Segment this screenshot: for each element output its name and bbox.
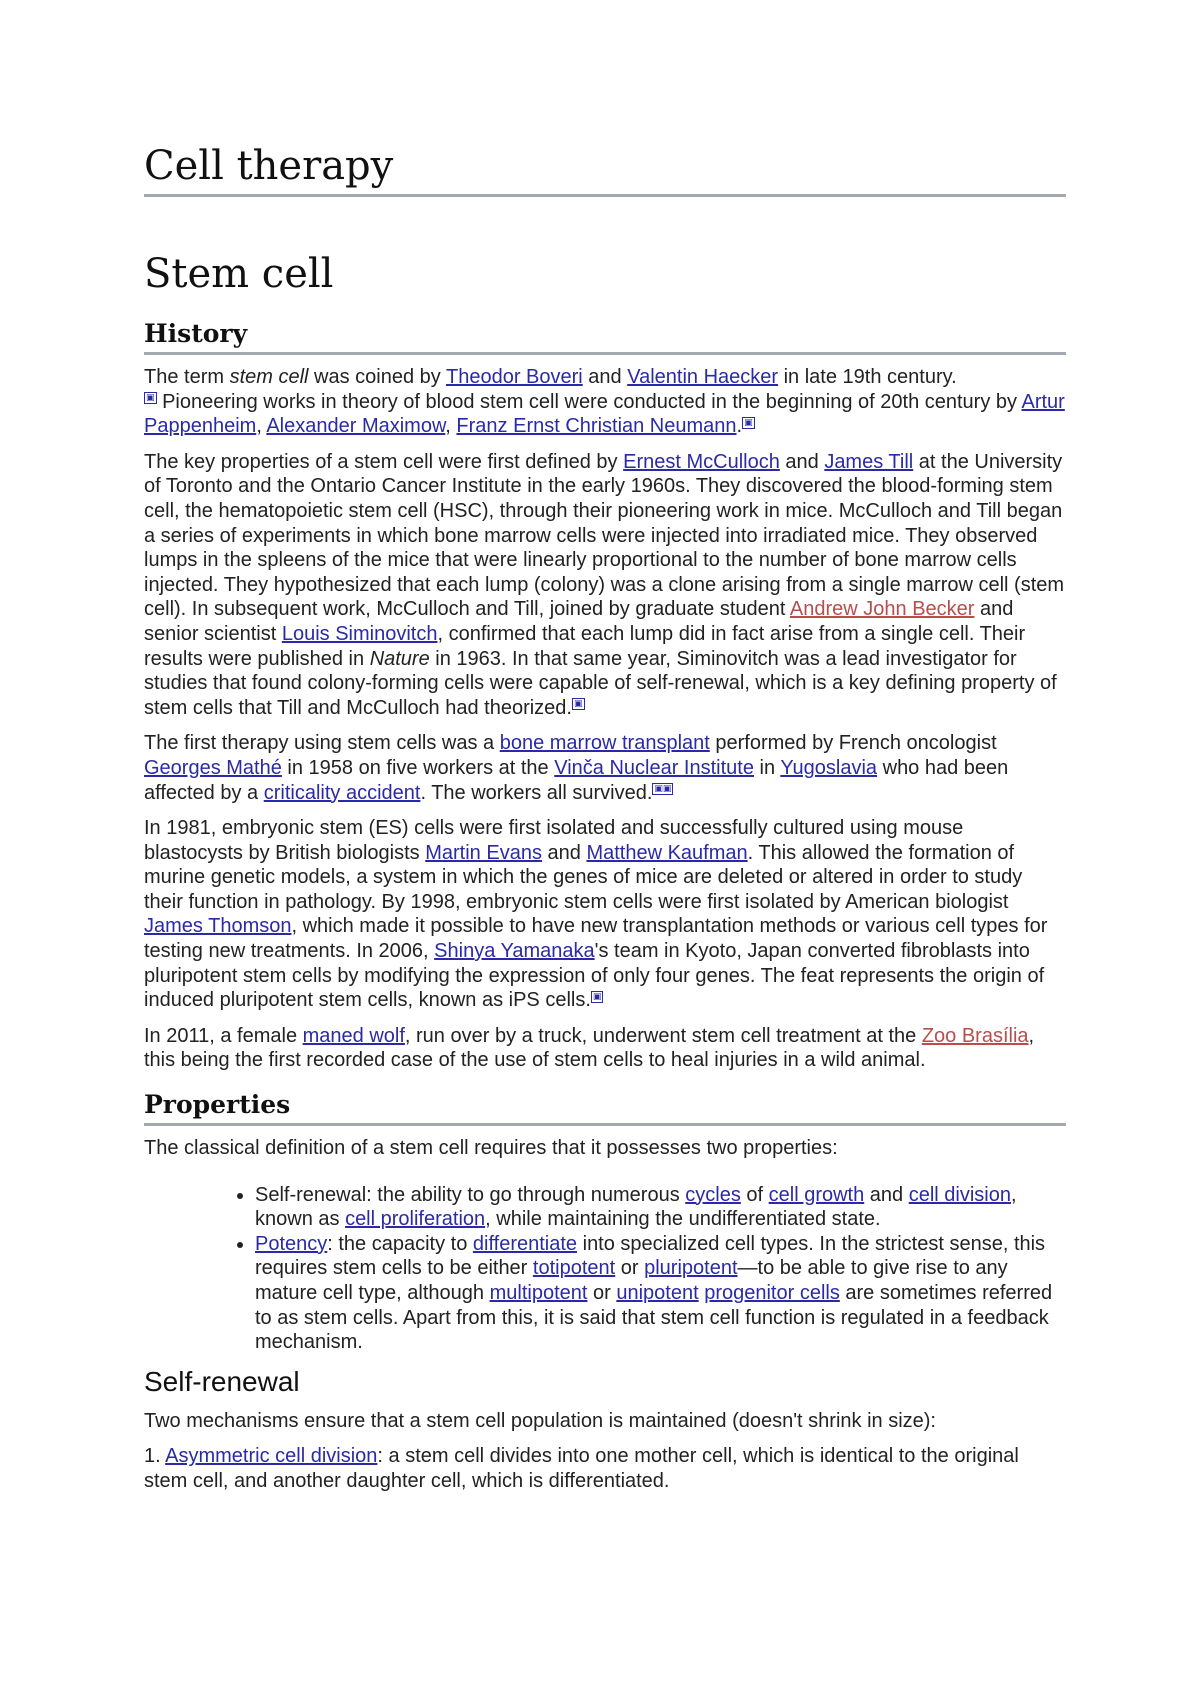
text: , xyxy=(256,415,267,438)
link-valentin-haecker[interactable]: Valentin Haecker xyxy=(627,366,779,388)
link-totipotent[interactable]: totipotent xyxy=(532,1257,616,1280)
text: The key properties of a stem cell were first defined by xyxy=(144,450,624,473)
text: and xyxy=(864,1183,909,1206)
text: , confirmed that each lump did in fact arise from a single cell. Their results were published in xyxy=(144,622,1026,670)
text: or xyxy=(615,1257,645,1280)
text: , known as xyxy=(255,1183,1017,1231)
history-paragraph-3 xyxy=(144,731,1066,805)
link-multipotent[interactable]: multipotent xyxy=(489,1282,588,1304)
list-item-potency xyxy=(255,1232,1066,1355)
text: , this being the first recorded case of the use of stem cells to heal injuries in a wild animal. xyxy=(144,1024,1035,1072)
self-renewal-paragraph-1: Two mechanisms ensure that a stem cell population is maintained (doesn't shrink in size): xyxy=(144,1409,936,1432)
history-paragraph-1 xyxy=(144,365,1066,439)
reference-icon[interactable]: ▣ xyxy=(744,417,753,428)
link-andrew-john-becker[interactable]: Andrew John Becker xyxy=(789,598,975,621)
link-cycles[interactable]: cycles xyxy=(685,1183,741,1206)
link-ernest-mcculloch[interactable]: Ernest McCulloch xyxy=(623,450,780,473)
link-james-till[interactable]: James Till xyxy=(824,450,914,473)
link-louis-siminovitch[interactable]: Louis Siminovitch xyxy=(281,622,438,645)
link-criticality-accident[interactable]: criticality accident xyxy=(263,781,421,804)
page-title: Cell therapy xyxy=(144,140,1066,197)
text: who had been affected by a xyxy=(144,756,1009,804)
text: and senior scientist xyxy=(144,598,1014,645)
text: , which made it possible to have new transplantation methods or various cell types for testing new treatments. In 2006, xyxy=(144,915,1048,963)
text: : the capacity to xyxy=(327,1232,473,1255)
self-renewal-heading: Self-renewal xyxy=(144,1365,300,1397)
text: or xyxy=(587,1282,617,1304)
text: The first therapy using stem cells was a xyxy=(144,732,500,755)
text: in 1958 on five workers at the xyxy=(281,756,555,779)
link-progenitor-cells[interactable]: progenitor cells xyxy=(704,1282,840,1304)
history-paragraph-5 xyxy=(144,1024,1066,1073)
text: into specialized cell types. In the strictest sense, this requires stem cells to be either xyxy=(255,1232,1046,1280)
text: and xyxy=(582,366,628,388)
text: , xyxy=(445,415,457,438)
text: , run over by a truck, underwent stem cell treatment at the xyxy=(404,1024,922,1047)
link-martin-evans[interactable]: Martin Evans xyxy=(425,841,542,864)
link-bone-marrow-transplant[interactable]: bone marrow transplant xyxy=(499,732,710,755)
text: of xyxy=(740,1183,769,1206)
text: was coined by xyxy=(308,366,446,388)
history-paragraph-2 xyxy=(144,450,1066,721)
properties-heading: Properties xyxy=(144,1089,1066,1126)
stem-cell-title: Stem cell xyxy=(144,251,334,297)
link-georges-mathe[interactable]: Georges Mathé xyxy=(144,756,282,779)
link-artur-pappenheim[interactable]: Artur Pappenheim xyxy=(144,390,1065,438)
text: Self-renewal: the ability to go through numerous xyxy=(255,1183,686,1206)
properties-intro: The classical definition of a stem cell requires that it possesses two properties: xyxy=(144,1137,838,1160)
text: in 1963. In that same year, Siminovitch was a lead investigator for studies that found colony-forming cells were capable of self-renewal, which is a key defining property of stem cells that Till and McCulloch had theorized. xyxy=(144,647,1057,719)
history-paragraph-4 xyxy=(144,816,1066,1013)
text: In 2011, a female xyxy=(144,1024,303,1047)
text: and xyxy=(541,841,587,864)
link-theodor-boveri[interactable]: Theodor Boveri xyxy=(445,366,583,388)
text: . This allowed the formation of murine genetic models, a system in which the genes of mice are deleted or altered in order to study their function in pathology. By 1998, embryonic stem cells were first isolated by American biologist xyxy=(144,841,1023,913)
text: The term xyxy=(144,366,230,388)
text: 1. xyxy=(144,1445,166,1468)
link-alexander-maximow[interactable]: Alexander Maximow xyxy=(266,415,446,438)
link-differentiate[interactable]: differentiate xyxy=(472,1232,578,1255)
history-heading: History xyxy=(144,318,1066,355)
text: , while maintaining the undifferentiated state. xyxy=(485,1208,881,1231)
text: . xyxy=(736,415,743,438)
text: in late 19th century. xyxy=(778,366,957,388)
list-item-self-renewal xyxy=(255,1183,1066,1232)
text: Pioneering works in theory of blood stem cell were conducted in the beginning of 20th century by xyxy=(156,390,1022,413)
reference-icon[interactable]: ▣ xyxy=(592,991,602,1002)
self-renewal-paragraph-2 xyxy=(144,1444,1066,1493)
reference-icon[interactable]: ▣ xyxy=(146,392,155,403)
link-cell-proliferation[interactable]: cell proliferation xyxy=(345,1208,486,1231)
link-cell-growth[interactable]: cell growth xyxy=(768,1183,865,1206)
term-stem-cell: stem cell xyxy=(229,366,309,388)
journal-nature: Nature xyxy=(369,647,430,670)
link-zoo-brasilia[interactable]: Zoo Brasília xyxy=(921,1024,1029,1047)
text: are sometimes referred to as stem cells. Apart from this, it is said that stem cell function is regulated in a feedback mechanism. xyxy=(255,1282,1053,1354)
link-vinca-nuclear-institute[interactable]: Vinča Nuclear Institute xyxy=(554,756,754,779)
link-shinya-yamanaka[interactable]: Shinya Yamanaka xyxy=(434,940,595,963)
link-maned-wolf[interactable]: maned wolf xyxy=(302,1024,405,1047)
link-james-thomson[interactable]: James Thomson xyxy=(144,915,292,938)
link-cell-division[interactable]: cell division xyxy=(908,1183,1011,1206)
reference-icon[interactable]: ▣▣ xyxy=(654,783,672,794)
text: —to be able to give rise to any mature cell type, although xyxy=(255,1257,1008,1304)
text: : a stem cell divides into one mother cell, which is identical to the original stem cell, and another daughter cell, which is differentiated. xyxy=(144,1445,1019,1492)
text: In 1981, embryonic stem (ES) cells were first isolated and successfully cultured using mouse blastocysts by British biologists xyxy=(144,817,964,864)
text: 's team in Kyoto, Japan converted fibroblasts into pluripotent stem cells by modifying the expression of only four genes. The feat represents the origin of induced pluripotent stem cells, known as iPS cells. xyxy=(144,940,1045,1012)
link-potency[interactable]: Potency xyxy=(255,1232,328,1255)
link-unipotent[interactable]: unipotent xyxy=(616,1282,699,1304)
link-yugoslavia[interactable]: Yugoslavia xyxy=(780,756,878,779)
text: at the University of Toronto and the Ontario Cancer Institute in the early 1960s. They discovered the blood-forming stem cell, the hematopoietic stem cell (HSC), through their pioneering work in mice. McCulloch and Till began a series of experiments in which bone marrow cells were injected into irradiated mice. They observed lumps in the spleens of the mice that were linearly proportional to the number of bone marrow cells injected. They hypothesized that each lump (colony) was a clone arising from a single marrow cell (stem cell). In subsequent work, McCulloch and Till, joined by graduate student xyxy=(144,450,1065,621)
link-pluripotent[interactable]: pluripotent xyxy=(644,1257,738,1280)
text: and xyxy=(779,450,825,473)
article-body xyxy=(144,318,1066,1505)
text: performed by French oncologist xyxy=(709,732,997,755)
text: in xyxy=(753,756,781,779)
link-matthew-kaufman[interactable]: Matthew Kaufman xyxy=(586,841,748,864)
link-asymmetric-cell-division[interactable]: Asymmetric cell division xyxy=(165,1445,378,1468)
reference-icon[interactable]: ▣ xyxy=(573,699,583,710)
properties-list xyxy=(144,1183,1066,1355)
text: . The workers all survived. xyxy=(420,781,653,804)
link-franz-neumann[interactable]: Franz Ernst Christian Neumann xyxy=(456,415,737,438)
